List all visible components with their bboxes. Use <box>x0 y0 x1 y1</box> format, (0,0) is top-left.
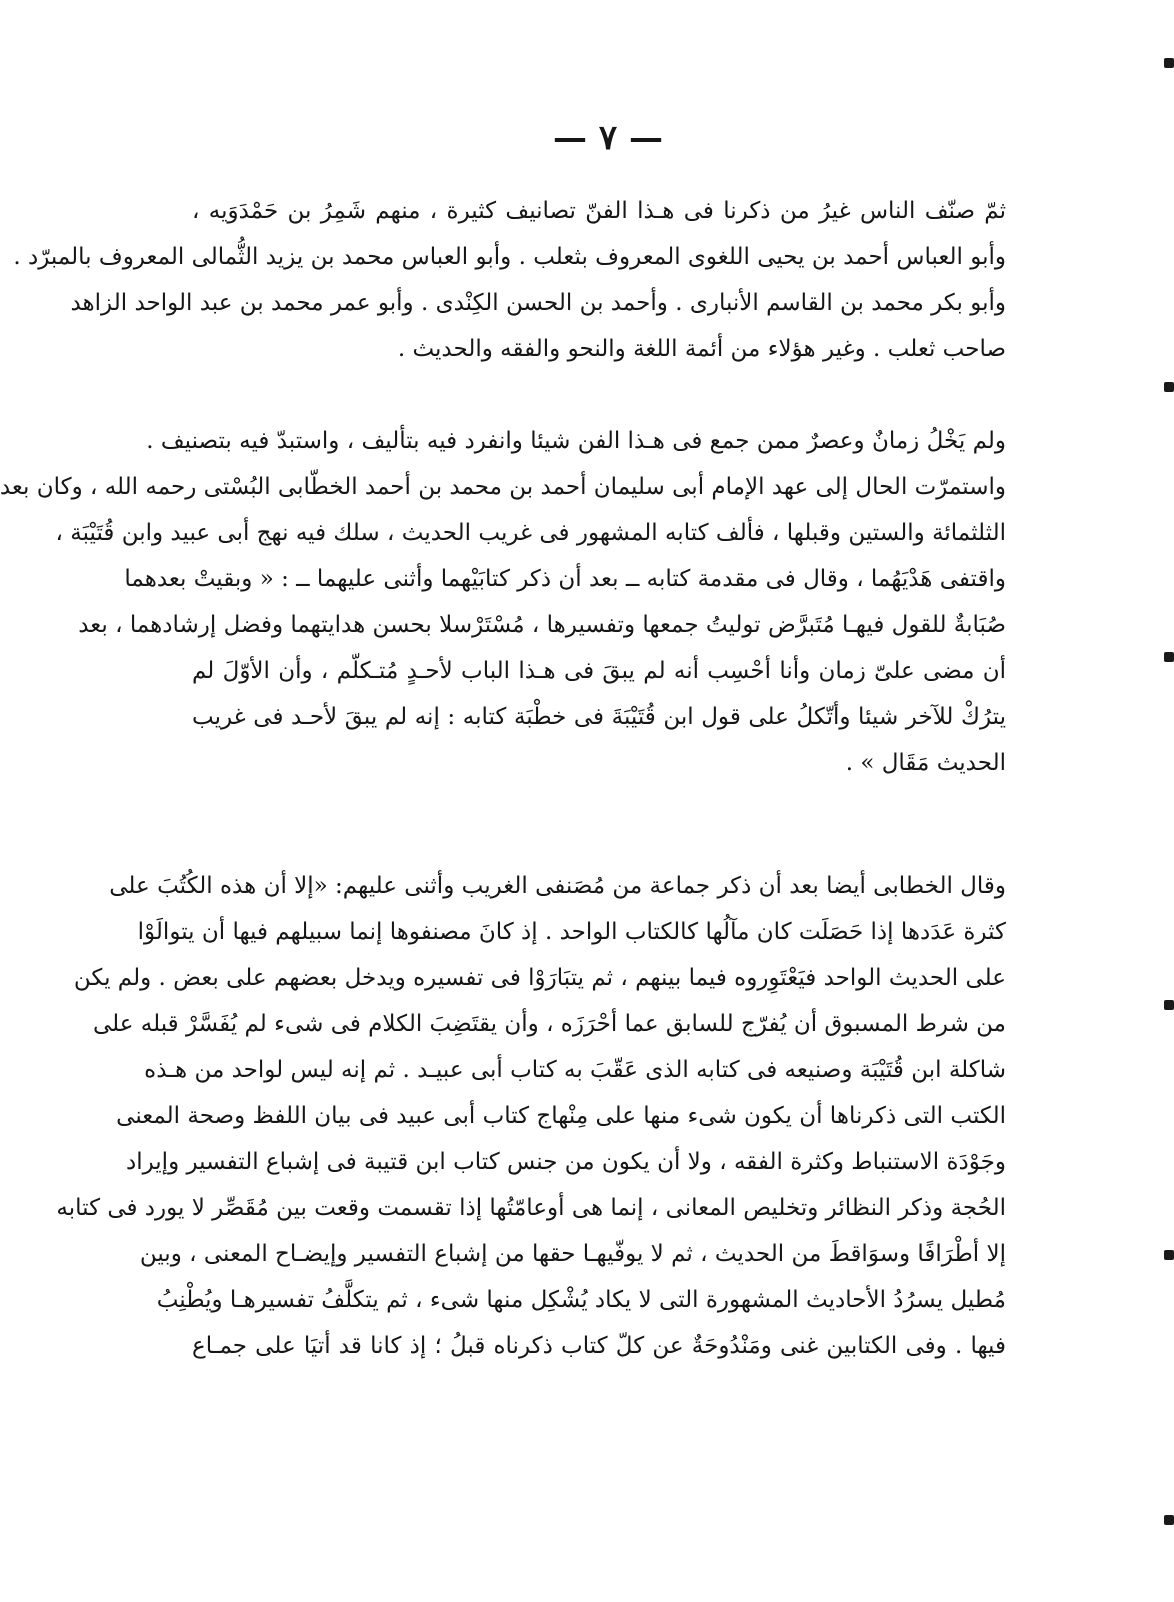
page-number: — ٧ — <box>553 118 663 158</box>
scan-margin-mark <box>1164 58 1174 68</box>
text-line: من شرط المسبوق أن يُفرّج للسابق عما أحْرَزَه ، وأن يقتَضِبَ الكلام فى شىء لم يُفَسَّرْ قبله على <box>92 1011 1006 1037</box>
scan-margin-mark <box>1164 1000 1174 1010</box>
text-line: ثمّ صنّف الناس غيرُ من ذكرنا فى هـذا الفنّ تصانيف كثيرة ، منهم شَمِرُ بن حَمْدَوَيه ، <box>192 198 1006 224</box>
scan-margin-mark <box>1164 1515 1174 1525</box>
text-line: صُبَابةٌ للقول فيهـا مُتَبرَّض توليتُ جمعها وتفسيرها ، مُسْتَرْسلا بحسن هدايتهما وفضل إرشادهما ، بعد <box>78 612 1006 638</box>
text-line: يترُكْ للآخر شيئا وأتّكلُ على قول ابن قُتَيْبَةَ فى خطْبَة كتابه : إنه لم يبقَ لأحـد فى غريب <box>192 704 1006 730</box>
paragraph-3 <box>56 863 1006 1369</box>
paragraph-1 <box>13 188 1006 372</box>
text-line: على الحديث الواحد فيَعْتَوِروه فيما بينهم ، ثم يتبَارَوْا فى تفسيره ويدخل بعضهم على بعض . ولم يكن <box>73 965 1006 991</box>
text-line: وجَوْدَة الاستنباط وكثرة الفقه ، ولا أن يكون من جنس كتاب ابن قتيبة فى إشباع التفسير وإيراد <box>125 1149 1006 1175</box>
text-line: الحُجة وذكر النظائر وتخليص المعانى ، إنما هى أوعامّتُها إذا تقسمت وقعت بين مُقَصِّر لا يورد فى كتابه <box>56 1195 1006 1221</box>
scan-margin-mark <box>1164 382 1174 392</box>
text-line: واستمرّت الحال إلى عهد الإمام أبى سليمان أحمد بن محمد بن أحمد الخطّابى البُسْتى رحمه الله ، وكان بعد <box>0 474 1006 500</box>
text-line: واقتفى هَدْيَهُما ، وقال فى مقدمة كتابه ــ بعد أن ذكر كتابَيْهما وأثنى عليهما ــ : « وبقيتْ بعدهما <box>124 566 1006 592</box>
text-line: وأبو بكر محمد بن القاسم الأنبارى . وأحمد بن الحسن الكِنْدى . وأبو عمر محمد بن عبد الواحد الزاهد <box>70 290 1006 316</box>
text-line: مُطيل يسرُدُ الأحاديث المشهورة التى لا يكاد يُشْكِل منها شىء ، ثم يتكلَّفُ تفسيرهـا ويُطْنِبُ <box>156 1287 1006 1313</box>
text-line: شاكلة ابن قُتَيْبَة وصنيعه فى كتابه الذى عَقّبَ به كتاب أبى عبيـد . ثم إنه ليس لواحد من هـذه <box>144 1057 1006 1083</box>
text-line: الثلثمائة والستين وقبلها ، فألف كتابه المشهور فى غريب الحديث ، سلك فيه نهج أبى عبيد وابن قُتَيْبَة ، <box>55 520 1006 546</box>
paragraph-2 <box>0 418 1006 786</box>
text-line: صاحب ثعلب . وغير هؤلاء من أئمة اللغة والنحو والفقه والحديث . <box>397 336 1006 362</box>
scan-margin-mark <box>1164 1250 1174 1260</box>
scan-margin-mark <box>1164 652 1174 662</box>
text-line: وأبو العباس أحمد بن يحيى اللغوى المعروف بثعلب . وأبو العباس محمد بن يزيد الثُّمالى المعروف بالمبرّد . <box>13 244 1006 270</box>
text-line: أن مضى علىّ زمان وأنا أحْسِب أنه لم يبقَ فى هـذا الباب لأحـدٍ مُتـكلّم ، وأن الأوّلَ لم <box>192 658 1006 684</box>
text-line: الكتب التى ذكرناها أن يكون شىء منها على مِنْهاج كتاب أبى عبيد فى بيان اللفظ وصحة المعنى <box>116 1103 1006 1129</box>
text-line: إلا أطْرَافًا وسوَاقطَ من الحديث ، ثم لا يوفّيهـا حقها من إشباع التفسير وإيضـاح المعنى ، وبين <box>139 1241 1006 1267</box>
text-line: ولم يَخْلُ زمانٌ وعصرٌ ممن جمع فى هـذا الفن شيئا وانفرد فيه بتأليف ، واستبدّ فيه بتصنيف . <box>146 428 1006 454</box>
text-line: وقال الخطابى أيضا بعد أن ذكر جماعة من مُصَنفى الغريب وأثنى عليهم: «إلا أن هذه الكُتُبَ على <box>109 873 1006 899</box>
text-line: كثرة عَدَدها إذا حَصَلَت كان مآلُها كالكتاب الواحد . إذ كانَ مصنفوها إنما سبيلهم فيها أن يتوالَوْا <box>137 919 1006 945</box>
text-line: فيها . وفى الكتابين غنى ومَنْدُوحَةٌ عن كلّ كتاب ذكرناه قبلُ ؛ إذ كانا قد أتيَا على جمـاع <box>192 1333 1006 1359</box>
text-line: الحديث مَقَال » . <box>845 750 1006 776</box>
